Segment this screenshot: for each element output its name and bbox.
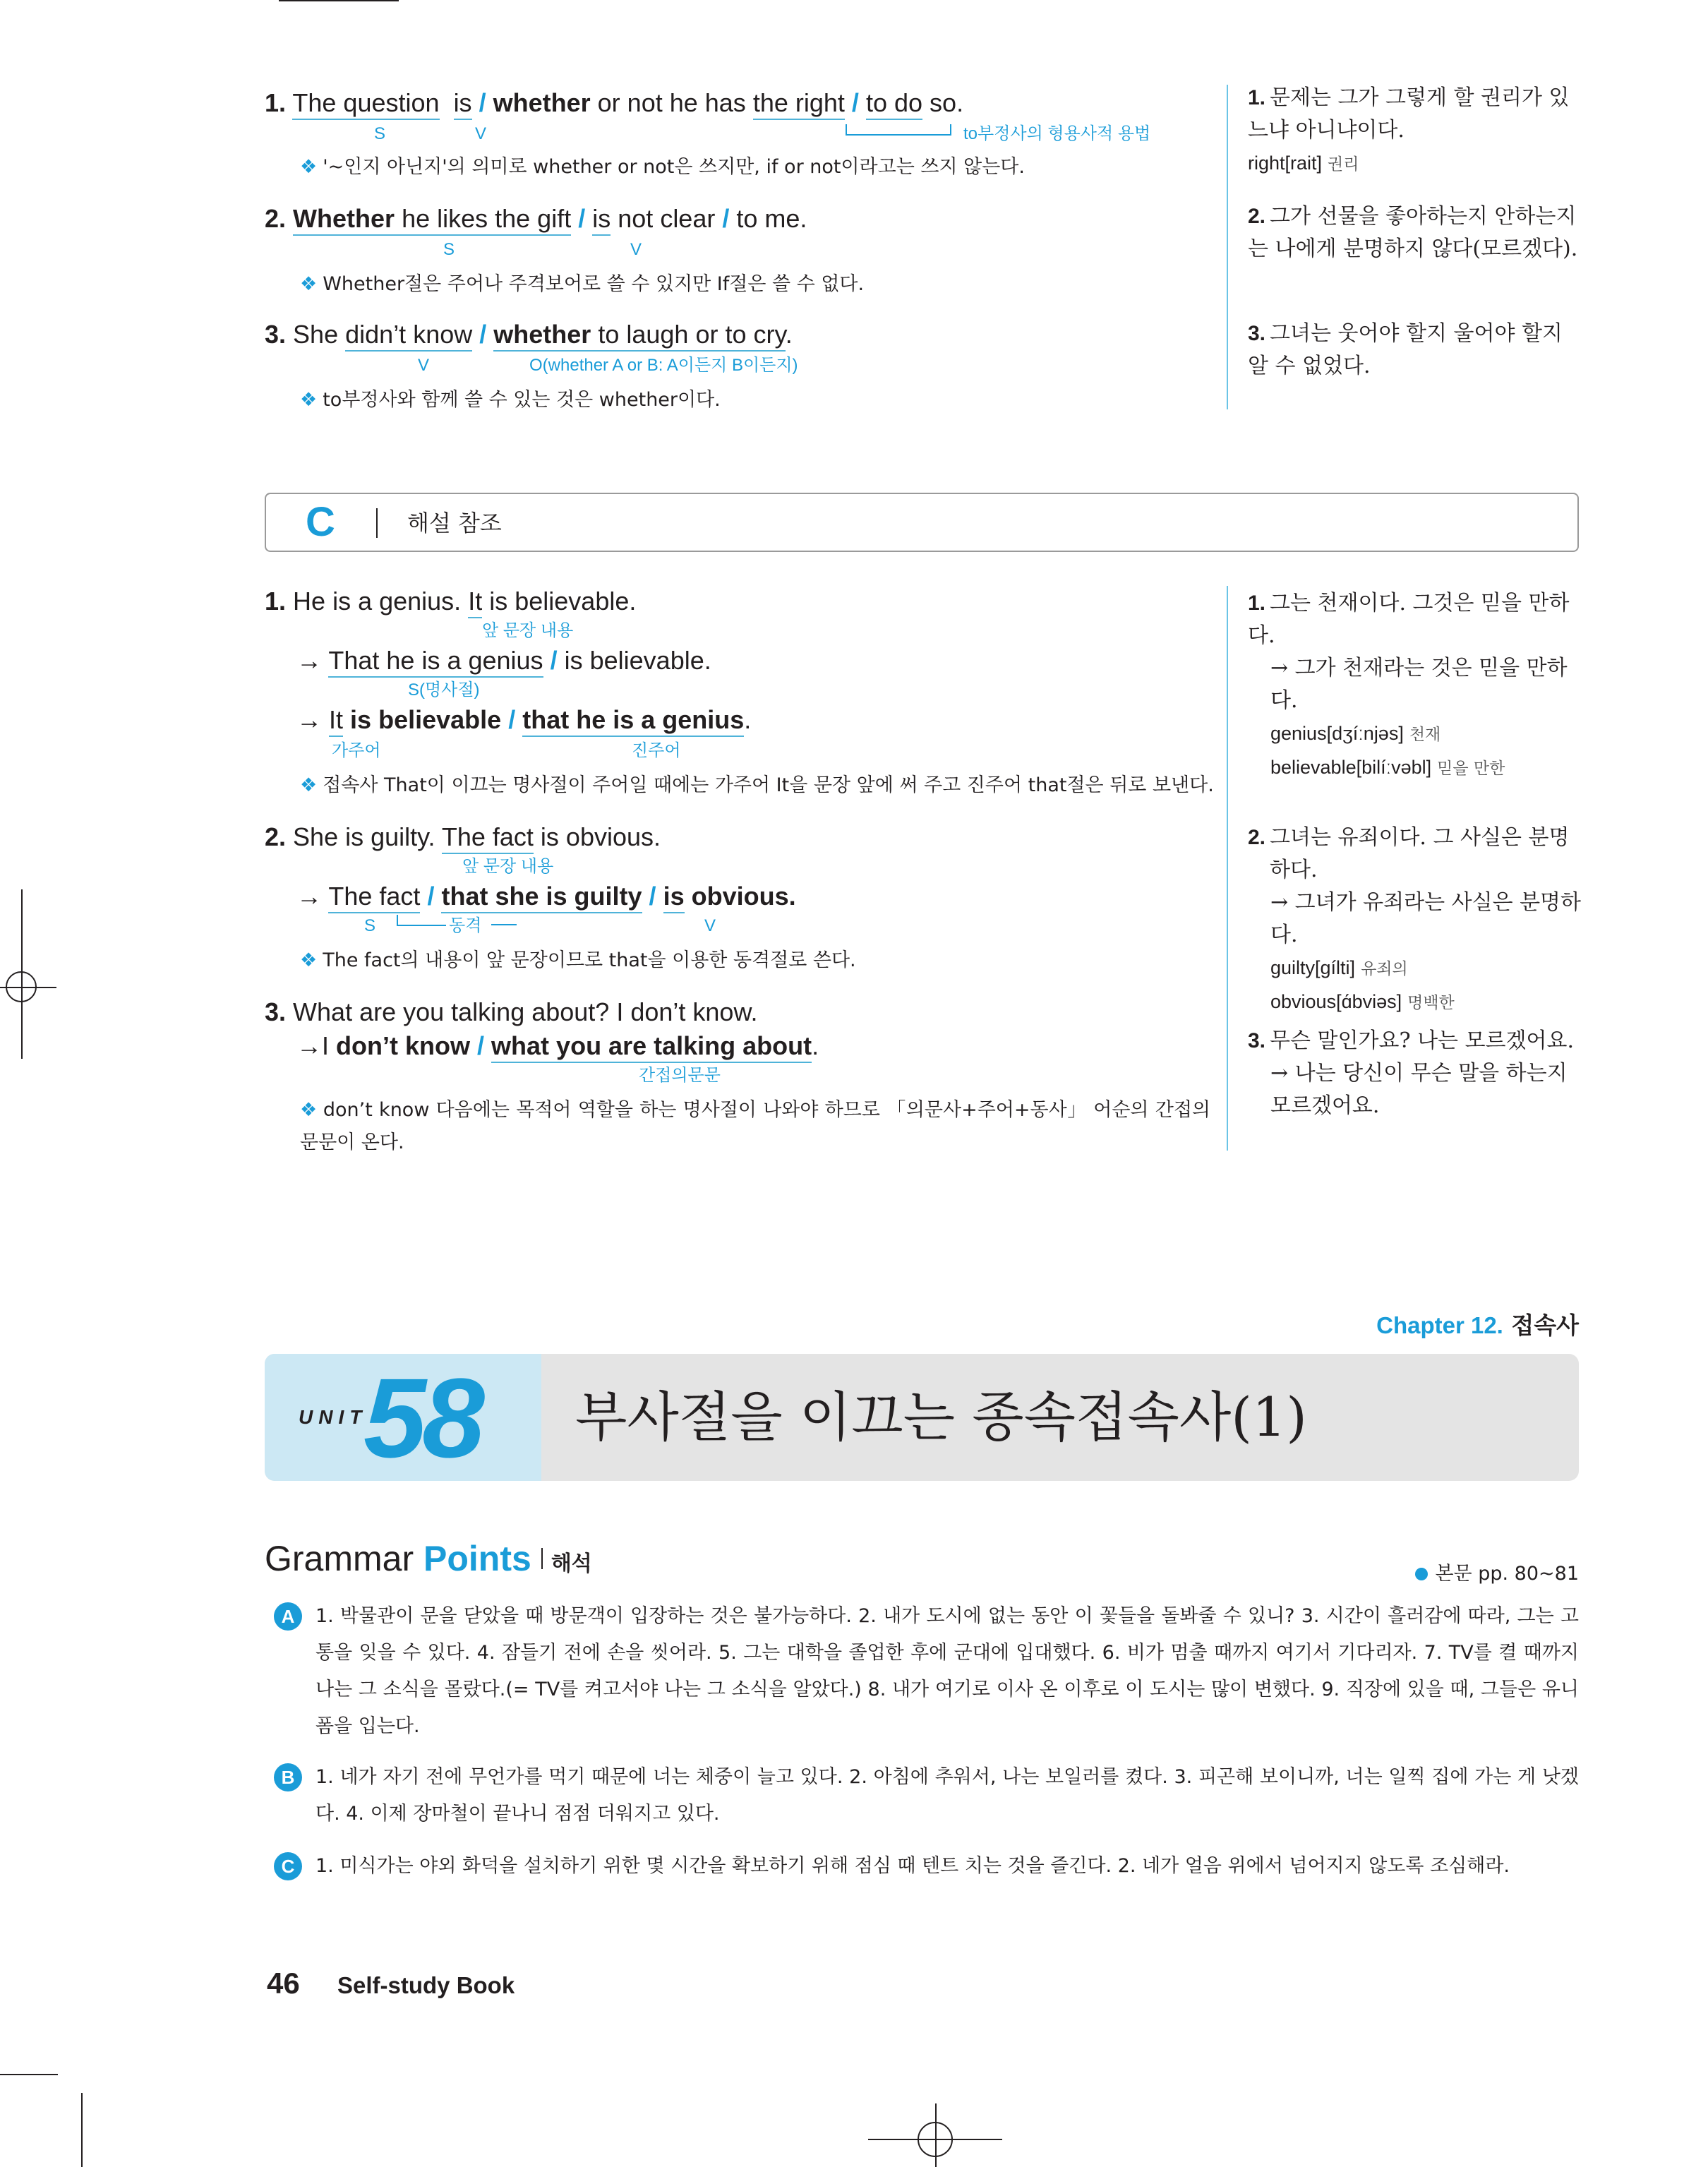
label-s: S (443, 240, 455, 259)
sentence-c2-line1: 2. She is guilty. The fact is obvious. (265, 822, 661, 853)
sentence-c1-line2: → That he is a genius / is believable. (296, 645, 711, 676)
bullet-icon (1415, 1568, 1428, 1580)
section-b-badge: B (274, 1763, 302, 1791)
unit-word: UNIT (299, 1406, 368, 1428)
section-note: 해설 참조 (407, 510, 502, 536)
label-real-subject: 진주어 (632, 741, 681, 760)
label-noun-clause: S(명사절) (408, 680, 480, 700)
translation-c2: 2. 그녀는 유죄이다. 그 사실은 분명하다. → 그녀가 유죄라는 사실은 분명하다. guilty[gílti] 유죄의 obvious[ɑ́bviəs] 명백한 (1248, 825, 1582, 1012)
diamond-icon: ❖ (300, 1099, 318, 1121)
label-s: S (374, 124, 386, 143)
label-v: V (630, 240, 642, 259)
note-b3: ❖ to부정사와 함께 쓸 수 있는 것은 whether이다. (300, 389, 721, 411)
label-apposition: 동격 (449, 916, 482, 935)
sentence-b1: 1. The question is / whether or not he has the right / to do so. (265, 88, 963, 119)
note-b1: ❖ '~인지 아닌지'의 의미로 whether or not은 쓰지만, if or not이라고는 쓰지 않는다. (300, 156, 1025, 178)
crop-mark (279, 0, 399, 1)
unit-banner (265, 1354, 1579, 1481)
chapter-heading: Chapter 12. 접속사 (1376, 1311, 1579, 1339)
grammar-points-heading: Grammar Points 해석 (265, 1539, 592, 1578)
label-prev-sentence: 앞 문장 내용 (462, 857, 554, 876)
note-b2: ❖ Whether절은 주어나 주격보어로 쓸 수 있지만 If절은 쓸 수 없다. (300, 273, 865, 295)
page-reference: 본문 pp. 80~81 (1415, 1560, 1579, 1588)
note-c1: ❖ 접속사 That이 이끄는 명사절이 주어일 때에는 가주어 It을 문장 앞에 써 주고 진주어 that절은 뒤로 보낸다. (300, 774, 1214, 796)
sentence-c2-line2: → The fact / that she is guilty / is obvious. (296, 881, 796, 912)
divider (376, 508, 378, 538)
unit-title: 부사절을 이끄는 종속접속사(1) (575, 1386, 1307, 1448)
unit-number: 58 (363, 1355, 481, 1481)
translation-c1: 1. 그는 천재이다. 그것은 믿을 만하다. → 그가 천재라는 것은 믿을 만하다. genius[dʒíːnjəs] 천재 believable[bilíːvəbl] 믿을 만한 (1248, 591, 1570, 778)
column-divider (1227, 586, 1228, 1151)
crop-mark (0, 2074, 58, 2075)
translation-b1: 1. 문제는 그가 그렇게 할 권리가 있느냐 아니냐이다. right[rait] 권리 (1248, 85, 1570, 174)
registration-circle (6, 971, 37, 1002)
label-v: V (418, 356, 430, 375)
arrow-bracket (846, 124, 951, 136)
diamond-icon: ❖ (300, 949, 318, 971)
label-indirect-question: 간접의문문 (639, 1066, 721, 1085)
apposition-line (397, 915, 446, 926)
translation-c3: 3. 무슨 말인가요? 나는 모르겠어요. → 나는 당신이 무슨 말을 하는지 모르겠어요. (1248, 1028, 1574, 1118)
sentence-c3-line1: 3. What are you talking about? I don’t know. (265, 997, 758, 1026)
diamond-icon: ❖ (300, 156, 318, 178)
divider (541, 1548, 543, 1569)
crop-mark (81, 2093, 83, 2167)
label-v: V (704, 916, 716, 935)
sentence-c1-line3: → It is believable / that he is a genius. (296, 704, 751, 736)
section-c-badge: C (274, 1852, 302, 1880)
label-to-infinitive: to부정사의 형용사적 용법 (963, 124, 1151, 143)
translation-section-c: 1. 미식가는 야외 화덕을 설치하기 위한 몇 시간을 확보하기 위해 점심 때 텐트 치는 것을 즐긴다. 2. 네가 얼음 위에서 넘어지지 않도록 조심해라. (315, 1855, 1510, 1877)
sentence-c1-line1: 1. He is a genius. It is believable. (265, 586, 636, 617)
translation-section-a: 1. 박물관이 문을 닫았을 때 방문객이 입장하는 것은 불가능하다. 2. 내가 도시에 없는 동안 이 꽃들을 돌봐줄 수 있니? 3. 시간이 흘러감에 따라, 그는 고통을 잊을 수 있다. 4. 잠들기 전에 손을 씻어라. 5. 그는 대학을 졸업한 후에 군대에 입대했다. 6. 비가 멈출 때까지 여기서 기다리자. 7. TV를 켤 때까지 나는 그 소식을 몰랐다.(= TV를 켜고서야 나는 그 소식을 알았다.) 8. 내가 여기로 이사 온 이후로 이 도시는 많이 변했다. 9. 직장에 있을 때, 그들은 유니폼을 입는다. (315, 1605, 1579, 1737)
column-divider (1227, 85, 1228, 409)
section-a-badge: A (274, 1602, 302, 1631)
translation-b3: 3. 그녀는 웃어야 할지 울어야 할지 알 수 없었다. (1248, 321, 1563, 378)
diamond-icon: ❖ (300, 273, 318, 295)
section-letter: C (306, 499, 335, 545)
book-title: Self-study Book (337, 1972, 515, 1998)
label-dummy-subject: 가주어 (332, 741, 381, 760)
sentence-b2: 2. Whether he likes the gift / is not clear / to me. (265, 203, 807, 234)
diamond-icon: ❖ (300, 774, 318, 796)
note-c2: ❖ The fact의 내용이 앞 문장이므로 that을 이용한 동격절로 쓴다. (300, 949, 856, 971)
registration-circle (918, 2122, 953, 2157)
label-prev-sentence: 앞 문장 내용 (482, 621, 574, 640)
translation-b2: 2. 그가 선물을 좋아하는지 안하는지는 나에게 분명하지 않다(모르겠다). (1248, 204, 1578, 261)
diamond-icon: ❖ (300, 389, 318, 411)
label-s: S (364, 916, 376, 935)
sentence-b3: 3. She didn’t know / whether to laugh or to cry. (265, 319, 793, 350)
page-number: 46 (267, 1967, 300, 2000)
label-v: V (475, 124, 487, 143)
label-o: O(whether A or B: A이든지 B이든지) (529, 356, 798, 375)
sentence-c3-line2: →I don’t know / what you are talking about. (296, 1031, 819, 1062)
apposition-line (491, 924, 517, 925)
section-c-header (265, 493, 1579, 552)
unit-badge (265, 1354, 541, 1481)
note-c3: ❖ don’t know 다음에는 목적어 역할을 하는 명사절이 나와야 하므로 「의문사+주어+동사」 어순의 간접의문문이 온다. (300, 1099, 1210, 1153)
translation-section-b: 1. 네가 자기 전에 무언가를 먹기 때문에 너는 체중이 늘고 있다. 2. 아침에 추워서, 나는 보일러를 켰다. 3. 피곤해 보이니까, 너는 일찍 집에 가는 게 낫겠다. 4. 이제 장마철이 끝나니 점점 더워지고 있다. (315, 1766, 1579, 1825)
